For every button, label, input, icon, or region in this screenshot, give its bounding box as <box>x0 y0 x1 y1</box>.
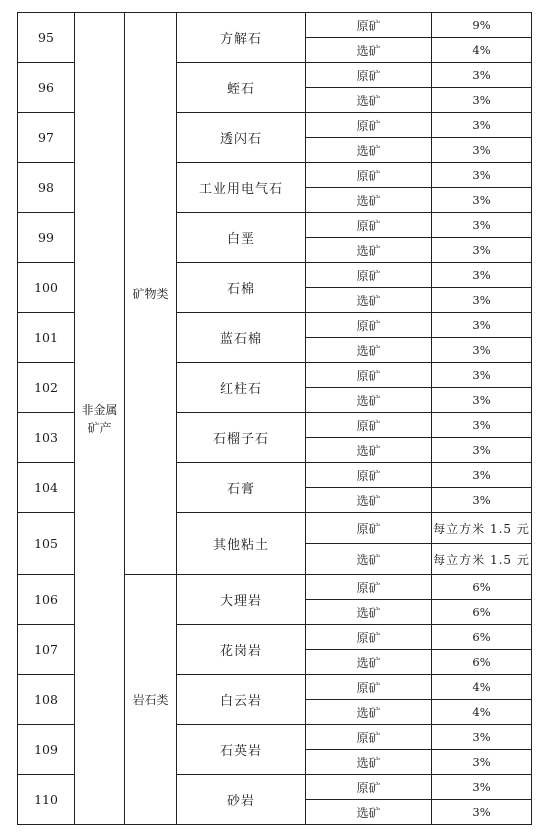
ore-type: 选矿 <box>306 650 432 675</box>
ore-type: 原矿 <box>306 775 432 800</box>
mineral-name: 方解石 <box>177 13 306 63</box>
ore-type: 原矿 <box>306 113 432 138</box>
mineral-name: 石英岩 <box>177 725 306 775</box>
row-number: 103 <box>18 413 75 463</box>
ore-type: 选矿 <box>306 750 432 775</box>
row-number: 98 <box>18 163 75 213</box>
ore-type: 选矿 <box>306 488 432 513</box>
tax-rate: 3% <box>432 438 532 463</box>
ore-type: 原矿 <box>306 575 432 600</box>
mineral-name: 大理岩 <box>177 575 306 625</box>
ore-type: 原矿 <box>306 675 432 700</box>
group-cell: 矿物类 <box>125 13 177 575</box>
ore-type: 原矿 <box>306 13 432 38</box>
category-cell <box>75 13 125 825</box>
tax-rate: 每立方米 1.5 元 <box>432 513 532 544</box>
tax-rate: 3% <box>432 800 532 825</box>
mineral-name: 红柱石 <box>177 363 306 413</box>
tax-rate: 3% <box>432 338 532 363</box>
ore-type: 选矿 <box>306 88 432 113</box>
tax-rate: 6% <box>432 650 532 675</box>
mineral-name: 石膏 <box>177 463 306 513</box>
ore-type: 选矿 <box>306 388 432 413</box>
ore-type: 原矿 <box>306 513 432 544</box>
tax-rate: 3% <box>432 113 532 138</box>
tax-rate: 4% <box>432 675 532 700</box>
tax-rate: 3% <box>432 775 532 800</box>
mineral-name: 砂岩 <box>177 775 306 825</box>
tax-rate: 3% <box>432 213 532 238</box>
ore-type: 原矿 <box>306 313 432 338</box>
row-number: 104 <box>18 463 75 513</box>
row-number: 110 <box>18 775 75 825</box>
mineral-tax-table <box>17 12 532 825</box>
ore-type: 原矿 <box>306 413 432 438</box>
mineral-name: 工业用电气石 <box>177 163 306 213</box>
tax-rate: 3% <box>432 363 532 388</box>
ore-type: 选矿 <box>306 188 432 213</box>
tax-rate: 6% <box>432 625 532 650</box>
ore-type: 选矿 <box>306 800 432 825</box>
ore-type: 原矿 <box>306 213 432 238</box>
mineral-name: 蓝石棉 <box>177 313 306 363</box>
tax-rate: 3% <box>432 413 532 438</box>
ore-type: 原矿 <box>306 263 432 288</box>
tax-rate: 6% <box>432 575 532 600</box>
tax-rate: 4% <box>432 38 532 63</box>
tax-rate: 3% <box>432 725 532 750</box>
row-number: 106 <box>18 575 75 625</box>
mineral-name: 透闪石 <box>177 113 306 163</box>
ore-type: 选矿 <box>306 438 432 463</box>
row-number: 95 <box>18 13 75 63</box>
ore-type: 选矿 <box>306 288 432 313</box>
tax-rate: 9% <box>432 13 532 38</box>
row-number: 109 <box>18 725 75 775</box>
ore-type: 原矿 <box>306 463 432 488</box>
tax-rate: 4% <box>432 700 532 725</box>
tax-rate: 3% <box>432 88 532 113</box>
tax-rate: 3% <box>432 313 532 338</box>
ore-type: 选矿 <box>306 338 432 363</box>
row-number: 100 <box>18 263 75 313</box>
row-number: 107 <box>18 625 75 675</box>
tax-rate: 3% <box>432 138 532 163</box>
tax-rate: 3% <box>432 188 532 213</box>
row-number: 105 <box>18 513 75 575</box>
tax-rate: 3% <box>432 488 532 513</box>
table-row <box>18 13 532 38</box>
ore-type: 原矿 <box>306 363 432 388</box>
row-number: 96 <box>18 63 75 113</box>
row-number: 108 <box>18 675 75 725</box>
mineral-name: 白云岩 <box>177 675 306 725</box>
group-cell: 岩石类 <box>125 575 177 825</box>
mineral-name: 其他粘土 <box>177 513 306 575</box>
tax-rate: 6% <box>432 600 532 625</box>
category-label: 非金属矿产 <box>81 402 118 435</box>
mineral-name: 花岗岩 <box>177 625 306 675</box>
ore-type: 选矿 <box>306 238 432 263</box>
ore-type: 原矿 <box>306 63 432 88</box>
ore-type: 原矿 <box>306 625 432 650</box>
row-number: 97 <box>18 113 75 163</box>
row-number: 99 <box>18 213 75 263</box>
row-number: 101 <box>18 313 75 363</box>
row-number: 102 <box>18 363 75 413</box>
tax-rate: 3% <box>432 750 532 775</box>
tax-rate: 3% <box>432 163 532 188</box>
tax-rate: 3% <box>432 388 532 413</box>
tax-rate: 3% <box>432 238 532 263</box>
tax-rate: 3% <box>432 63 532 88</box>
tax-rate: 3% <box>432 463 532 488</box>
ore-type: 原矿 <box>306 725 432 750</box>
ore-type: 选矿 <box>306 38 432 63</box>
tax-rate: 3% <box>432 263 532 288</box>
ore-type: 原矿 <box>306 163 432 188</box>
tax-rate: 每立方米 1.5 元 <box>432 544 532 575</box>
mineral-name: 蛭石 <box>177 63 306 113</box>
tax-rate: 3% <box>432 288 532 313</box>
ore-type: 选矿 <box>306 544 432 575</box>
ore-type: 选矿 <box>306 600 432 625</box>
ore-type: 选矿 <box>306 138 432 163</box>
mineral-name: 石榴子石 <box>177 413 306 463</box>
mineral-name: 白垩 <box>177 213 306 263</box>
ore-type: 选矿 <box>306 700 432 725</box>
mineral-name: 石棉 <box>177 263 306 313</box>
